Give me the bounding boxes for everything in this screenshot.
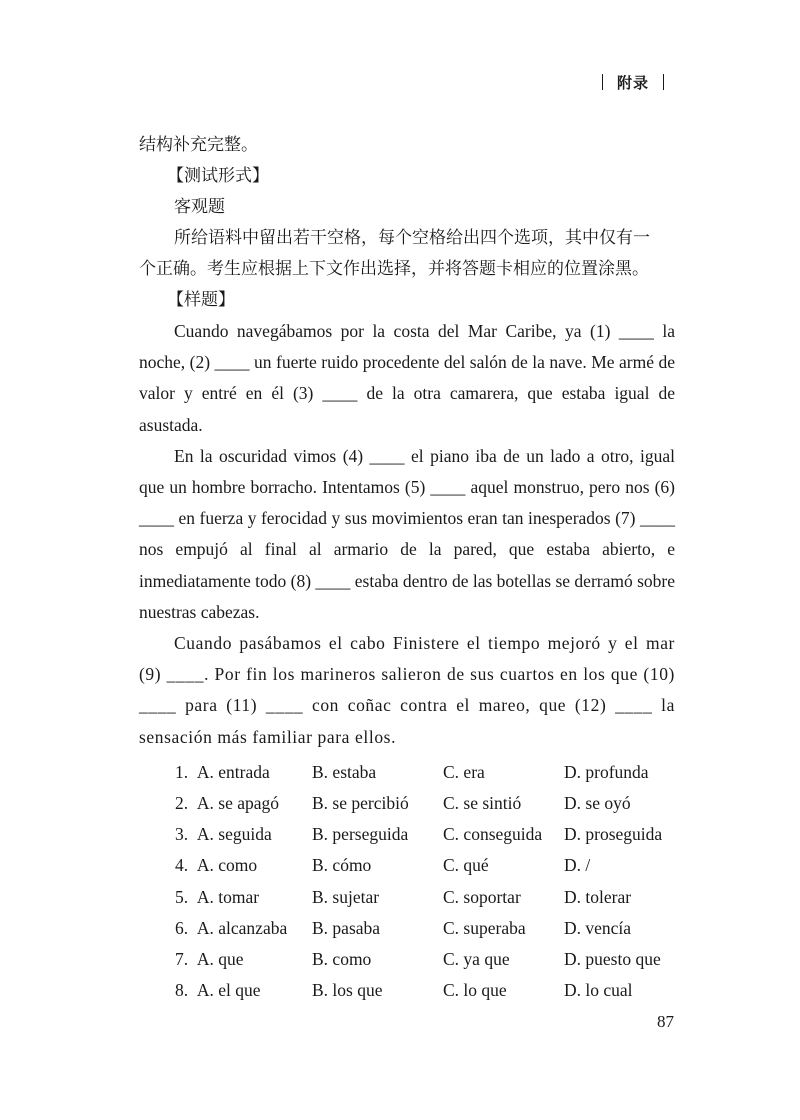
option-row: [139, 882, 675, 913]
option-c: C. era: [443, 761, 485, 782]
option-row: [139, 757, 675, 788]
option-row: [139, 975, 675, 1006]
option-c: C. conseguida: [443, 824, 543, 845]
header-divider-left: [602, 74, 603, 90]
option-b: B. los que: [312, 980, 383, 1001]
option-row: [139, 913, 675, 944]
option-c: C. soportar: [443, 886, 521, 907]
option-a: 8. A. el que: [175, 980, 261, 1001]
option-a: 4. A. como: [175, 855, 258, 876]
test-form-heading: 【测试形式】: [167, 166, 269, 186]
option-row: [139, 788, 675, 819]
option-d: D. proseguida: [564, 824, 663, 845]
test-form-type: 客观题: [174, 197, 225, 217]
option-a: 1. A. entrada: [175, 761, 270, 782]
option-row: [139, 819, 675, 850]
option-d: D. vencía: [564, 917, 632, 938]
page-body: [139, 130, 675, 1006]
header-divider-right: [663, 74, 664, 90]
option-d: D. tolerar: [564, 886, 632, 907]
option-a: 5. A. tomar: [175, 886, 260, 907]
option-row: [139, 850, 675, 881]
option-c: C. qué: [443, 855, 489, 876]
header-section-label: 附录: [616, 74, 649, 92]
option-a: 2. A. se apagó: [175, 793, 280, 814]
option-b: B. se percibió: [312, 793, 409, 814]
passage-paragraph-3: Cuando pasábamos el cabo Finistere el tiempo mejoró y el mar (9) ____. Por fin los marineros salieron de sus cuartos en los que (10) ____ para (11) ____ con coñac contra el mareo, que (12) ____ la sensación más familiar para ellos.: [139, 633, 675, 747]
option-d: D. profunda: [564, 761, 649, 782]
option-a: 3. A. seguida: [175, 824, 272, 845]
option-b: B. sujetar: [312, 886, 380, 907]
option-d: D. se oyó: [564, 793, 631, 814]
option-d: D. lo cual: [564, 980, 633, 1001]
option-a: 7. A. que: [175, 948, 244, 969]
option-d: D. puesto que: [564, 948, 661, 969]
description-line-1: 所给语料中留出若干空格，每个空格给出四个选项，其中仅有一: [174, 228, 650, 248]
option-c: C. superaba: [443, 917, 526, 938]
description-line-2: 个正确。考生应根据上下文作出选择，并将答题卡相应的位置涂黑。: [139, 259, 649, 279]
option-c: C. lo que: [443, 980, 507, 1001]
option-row: [139, 944, 675, 975]
option-a: 6. A. alcanzaba: [175, 917, 288, 938]
option-b: B. pasaba: [312, 917, 381, 938]
option-b: B. como: [312, 948, 372, 969]
options-list: [139, 757, 675, 1007]
running-header: [588, 72, 678, 93]
intro-line: 结构补充完整。: [139, 135, 258, 155]
option-c: C. ya que: [443, 948, 510, 969]
option-b: B. estaba: [312, 761, 377, 782]
option-b: B. cómo: [312, 855, 372, 876]
page-number: 87: [657, 1012, 674, 1031]
passage-paragraph-2: En la oscuridad vimos (4) ____ el piano iba de un lado a otro, igual que un hombre borracho. Intentamos (5) ____ aquel monstruo, pero nos (6) ____ en fuerza y ferocidad y sus movimientos eran tan inesperados (7) ____ nos empujó al final al armario de la pared, que estaba abierto, e inmediatamente todo (8) ____ estaba dentro de las botellas se derramó sobre nuestras cabezas.: [139, 445, 676, 622]
option-c: C. se sintió: [443, 793, 522, 814]
option-b: B. perseguida: [312, 824, 409, 845]
option-d: D. /: [564, 855, 591, 876]
sample-heading: 【样题】: [167, 290, 235, 310]
passage-paragraph-1: Cuando navegábamos por la costa del Mar Caribe, ya (1) ____ la noche, (2) ____ un fuerte ruido procedente del salón de la nave. Me armé de valor y entré en él (3) ____ de la otra camarera, que estaba igual de asustada.: [139, 321, 675, 435]
